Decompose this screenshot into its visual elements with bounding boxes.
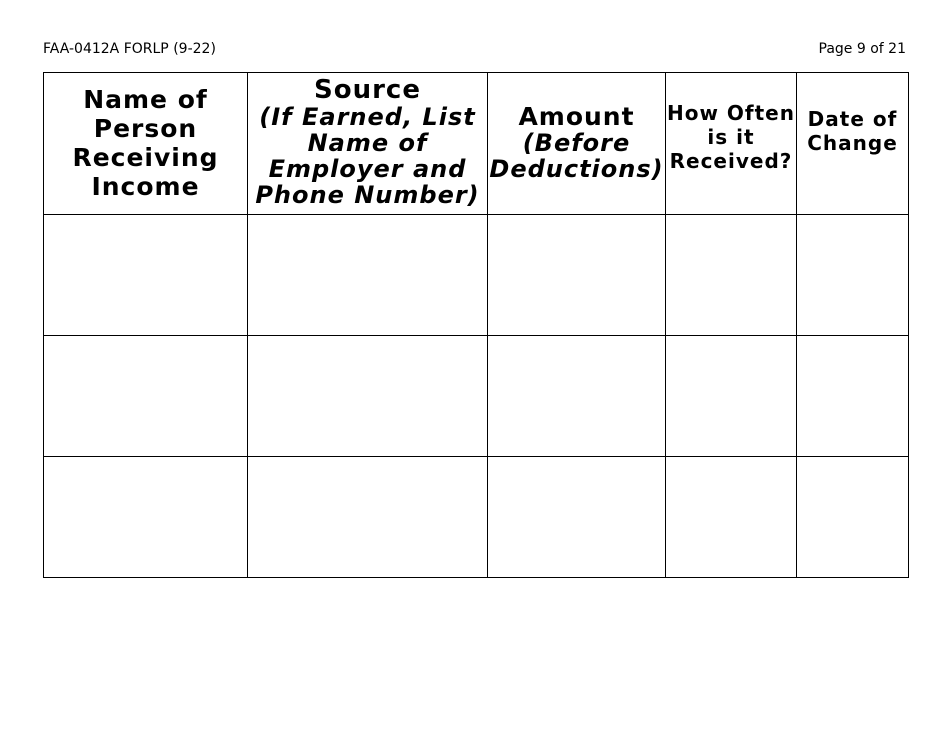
- column-title-amount: Amount: [518, 102, 635, 131]
- cell-date-of-change[interactable]: [797, 215, 909, 336]
- column-header-name: [44, 73, 248, 215]
- column-header-frequency: [666, 73, 797, 215]
- column-title-date-of-change: Date of Change: [807, 106, 898, 155]
- cell-date-of-change[interactable]: [797, 457, 909, 578]
- cell-amount[interactable]: [488, 215, 666, 336]
- table-row: [44, 336, 909, 457]
- table-row: [44, 457, 909, 578]
- page-number: Page 9 of 21: [818, 41, 906, 57]
- column-title-frequency: How Often is it Received?: [667, 100, 795, 173]
- column-title-name: Name of Person Receiving Income: [72, 84, 219, 201]
- column-header-date-of-change: [797, 73, 909, 215]
- column-header-source: [248, 73, 488, 215]
- cell-name[interactable]: [44, 336, 248, 457]
- cell-source[interactable]: [248, 457, 488, 578]
- cell-frequency[interactable]: [666, 457, 797, 578]
- column-subtitle-source: (If Earned, List Name of Employer and Phone Number): [255, 103, 480, 209]
- cell-source[interactable]: [248, 215, 488, 336]
- cell-name[interactable]: [44, 457, 248, 578]
- cell-amount[interactable]: [488, 457, 666, 578]
- cell-frequency[interactable]: [666, 336, 797, 457]
- income-table: [43, 72, 909, 578]
- cell-date-of-change[interactable]: [797, 336, 909, 457]
- cell-source[interactable]: [248, 336, 488, 457]
- cell-frequency[interactable]: [666, 215, 797, 336]
- header-row: [44, 73, 909, 215]
- column-header-amount: [488, 73, 666, 215]
- table-row: [44, 215, 909, 336]
- cell-name[interactable]: [44, 215, 248, 336]
- form-id: FAA-0412A FORLP (9-22): [43, 41, 216, 57]
- cell-amount[interactable]: [488, 336, 666, 457]
- column-title-source: Source: [314, 75, 421, 105]
- column-subtitle-amount: (Before Deductions): [489, 129, 664, 183]
